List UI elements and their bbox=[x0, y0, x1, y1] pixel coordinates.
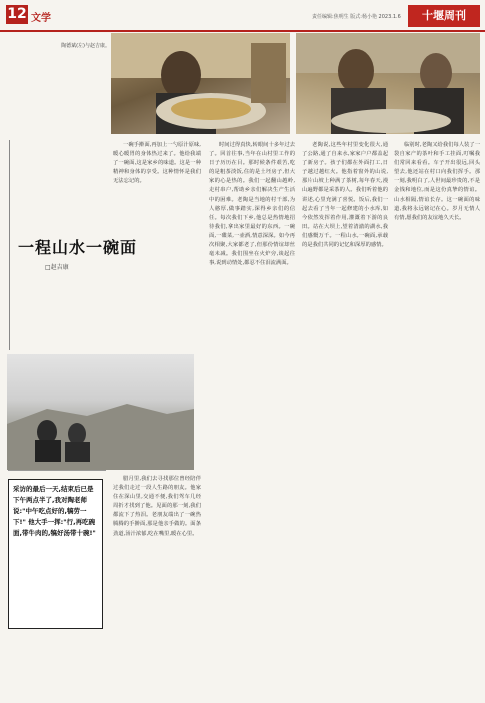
side-caption-text: 采访的最后一天,结束后已是下午两点半了,我对陶老师说:"中午吃点好的,犒劳一下!" 他大手一挥:"行,再吃碗面,带牛肉的,犒好汤带十碗!" bbox=[13, 485, 96, 537]
article-byline: □赵吉康 bbox=[45, 264, 69, 271]
side-caption-box bbox=[8, 479, 103, 629]
column-3-text: 老陶说,这些年村里变化很大,通了公路,通了自来水,家家户户都盖起了新房子。孩子们都在外面打工,日子越过越红火。他指着窗外的山说,那片山坡上种满了茶树,每年春天,漫山遍野都是采茶的人。我们听着他的讲述,心里充满了喜悦。饭后,我们一起去看了当年一起修建的小水库,如今依然发挥着作用,灌溉着下游的良田。站在大坝上,望着清澈的湖水,我们感慨万千。一程山水,一碗面,承载的是我们共同的记忆和深厚的感情。 bbox=[302, 142, 388, 249]
page-header bbox=[0, 0, 485, 30]
section-name: 文学 bbox=[31, 13, 51, 24]
article-column-4 bbox=[394, 141, 480, 701]
column-2-text: 时间过得真快,转眼间十多年过去了。回首往事,当年在山村里工作的日子历历在目。那时候条件艰苦,吃的是粗茶淡饭,住的是土坯房子,但大家的心是热的。我们一起翻山越岭,走村串户,帮助乡亲们解决生产生活中的困难。老陶是当地的村干部,为人憨厚,做事踏实,深得乡亲们的信任。每次我们下乡,他总是热情地招待我们,拿出家里最好的东西。一碗面,一碟菜,一壶酒,情意深深。如今再次相聚,大家都老了,但那份情谊却丝毫未减。我们围坐在火炉旁,谈起往事,说到动情处,都忍不住泪流满面。 bbox=[209, 142, 295, 267]
article-column-2 bbox=[209, 141, 295, 701]
photo-caption: 陶德斌(左)与赵吉康。 bbox=[61, 43, 110, 49]
article-column-1 bbox=[113, 141, 201, 351]
column-1-text: 一碗手擀面,再加上一勺原汁原味,暖心暖胃的身体热过来了。他给我端了一碗面,这是家乡的味道。这是一种精神和身体的享受。这种情怀是我们无法忘记的。 bbox=[113, 142, 201, 185]
masthead: 十堰周刊 bbox=[408, 5, 480, 27]
article-column-1b bbox=[113, 475, 201, 701]
box-rule bbox=[8, 470, 106, 471]
photo-man-eating-noodles bbox=[111, 33, 290, 134]
editor-meta: 责任编辑:焦明生 版式:杨小艳 2023.1.6 bbox=[312, 14, 401, 20]
photo-two-men-at-table bbox=[296, 33, 480, 134]
column-4-text: 临别时,老陶又给我们每人装了一袋自家产的茶叶和手工挂面,叮嘱我们常回来看看。车子开出很远,回头望去,他还站在村口向我们挥手。那一刻,我明白了,人世间最珍贵的,不是金钱和地位,而是这份真挚的情谊。山水相隔,情谊长存。这一碗面的味道,我将永远铭记在心。岁月无情人有情,愿我们的友谊地久天长。 bbox=[394, 142, 480, 221]
page-number: 12 bbox=[7, 6, 27, 22]
column-1b-text: 腊月里,我们去寻找那位曾经陪伴过我们走过一段人生路的朋友。他家住在深山里,交通不便,我们驾车几经周折才找到了他。见面的那一刻,我们都流下了热泪。老朋友端出了一碗热腾腾的手擀面,那是他亲手做的。面条劲道,汤汁浓郁,吃在嘴里,暖在心里。 bbox=[113, 476, 201, 537]
photo-two-men-on-hill bbox=[7, 354, 194, 470]
header-rule bbox=[0, 30, 485, 32]
article-column-3 bbox=[302, 141, 388, 701]
article-title: 一程山水一碗面 bbox=[18, 238, 138, 257]
title-divider bbox=[9, 140, 10, 350]
